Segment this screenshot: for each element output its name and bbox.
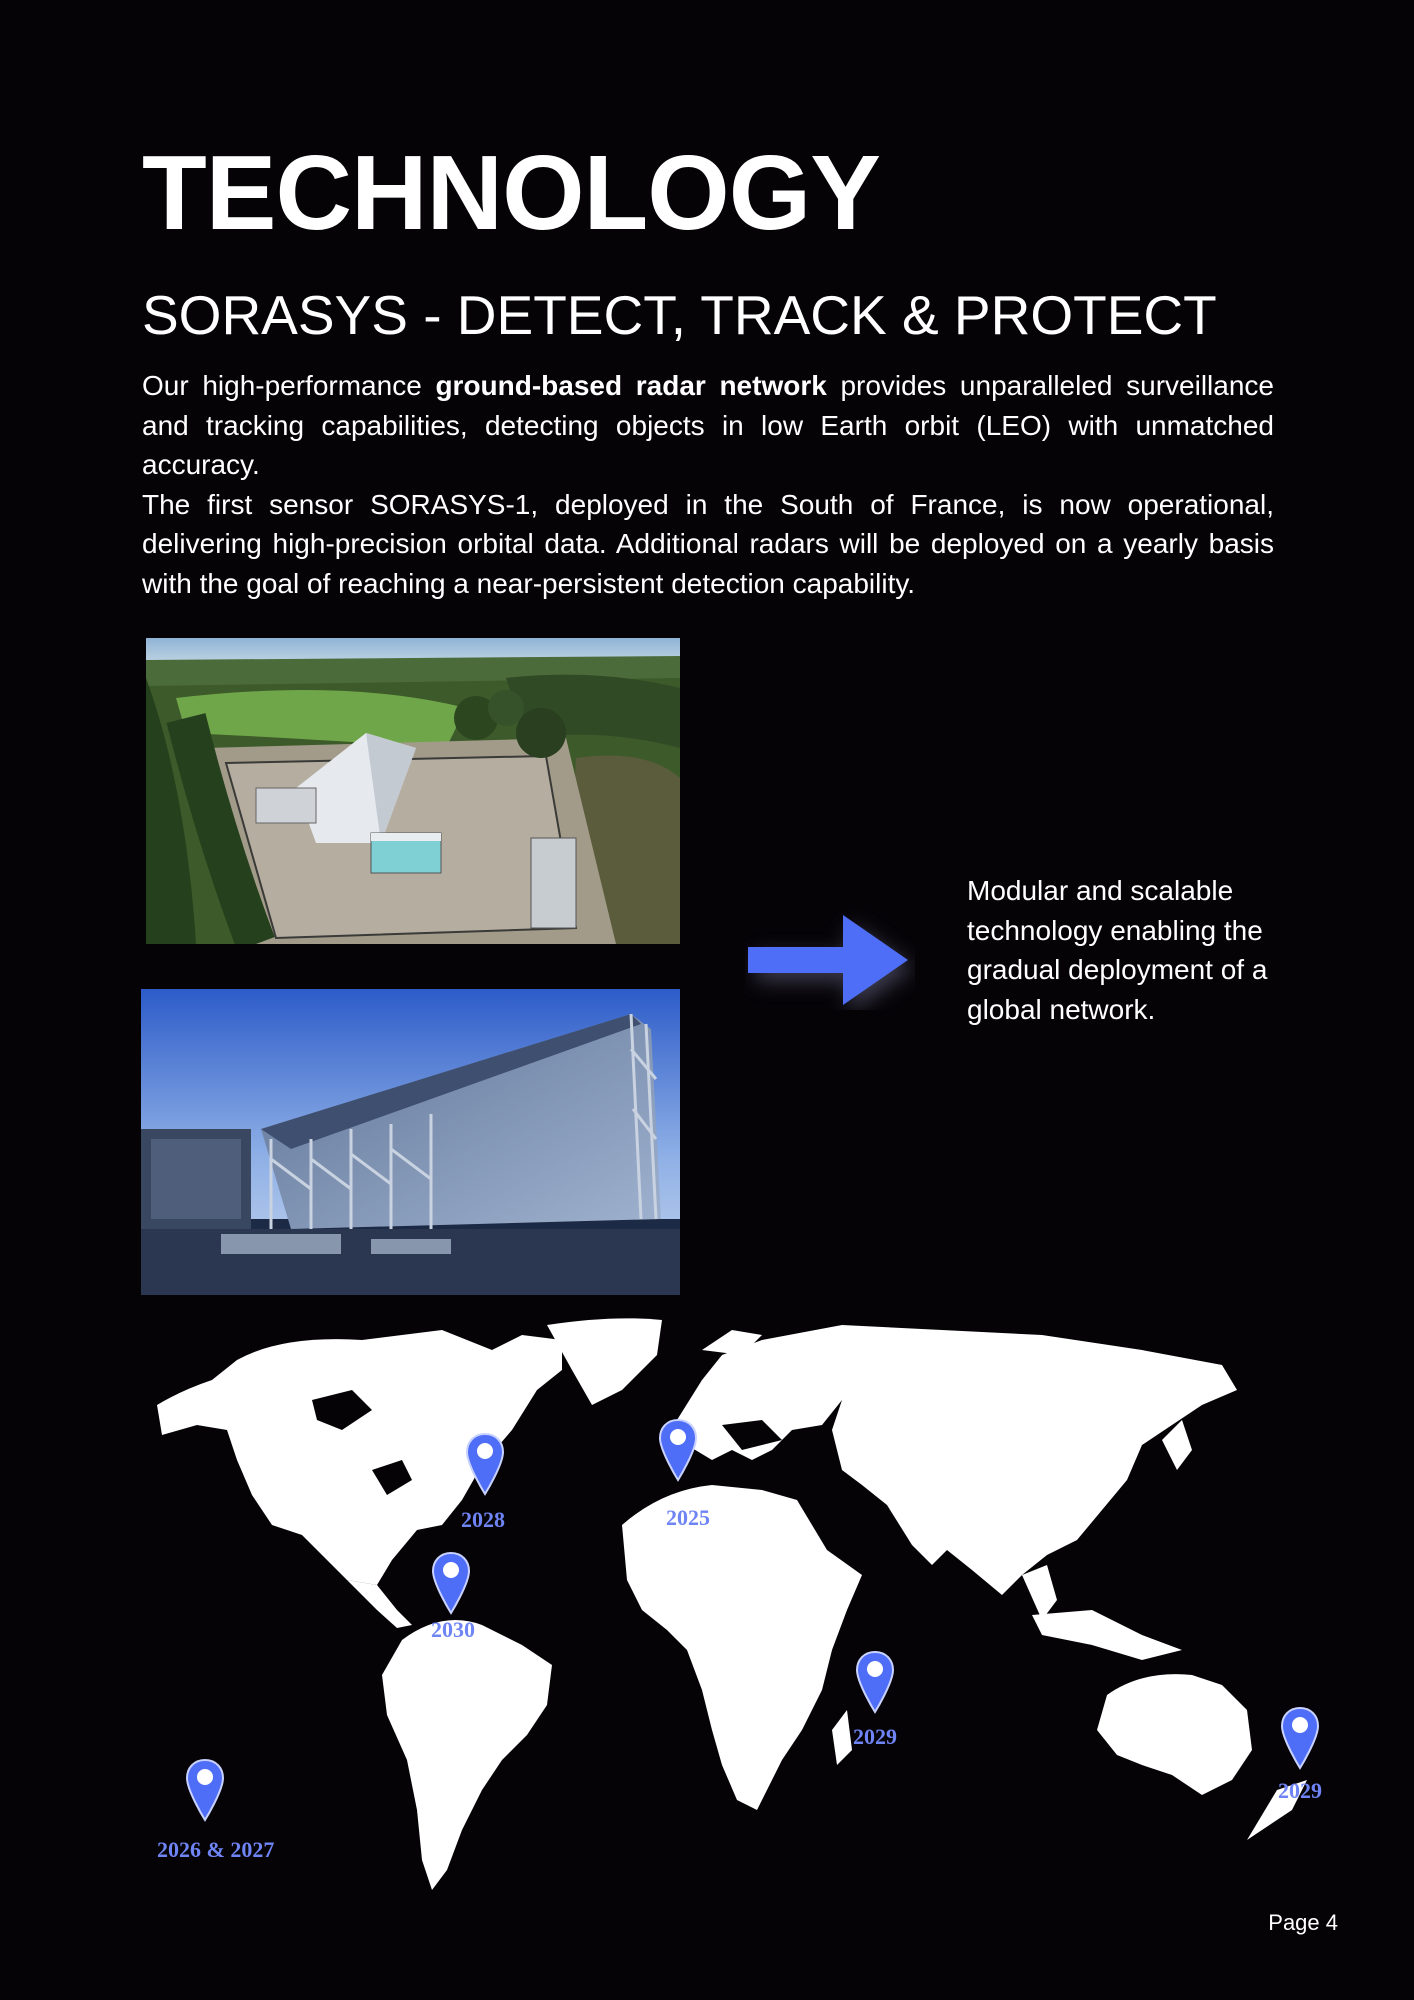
location-pin-icon bbox=[658, 1418, 698, 1482]
radar-building-photo bbox=[141, 989, 680, 1295]
radar-site-aerial-photo bbox=[146, 638, 680, 944]
page-title: TECHNOLOGY bbox=[142, 134, 880, 252]
intro-text bbox=[142, 366, 1274, 603]
world-map bbox=[142, 1310, 1342, 1910]
intro-paragraph-2: The first sensor SORASYS-1, deployed in the South of France, is now operational, delivering high-precision orbital data. Additional radars will be deployed on a yearly basis with the goal of reaching a near-persistent detection capability. bbox=[142, 488, 1274, 599]
location-pin-icon bbox=[431, 1551, 471, 1615]
map-pin-label: 2028 bbox=[461, 1507, 505, 1532]
map-pin-label: 2026 & 2027 bbox=[157, 1837, 275, 1862]
intro-paragraph-1: Our high-performance ground-based radar network provides unparalleled surveillance and tracking capabilities, detecting objects in low Earth orbit (LEO) with unmatched accuracy. bbox=[142, 370, 1274, 480]
arrow-right-icon bbox=[745, 910, 915, 1010]
location-pin-icon bbox=[465, 1432, 505, 1496]
location-pin-icon bbox=[855, 1650, 895, 1714]
location-pin-icon bbox=[1280, 1706, 1320, 1770]
intro-highlight: ground-based radar network bbox=[435, 370, 827, 401]
map-pin-label: 2029 bbox=[1278, 1778, 1322, 1803]
page-number: Page 4 bbox=[1268, 1910, 1338, 1935]
side-caption: Modular and scalable technology enabling the gradual deployment of a global network. bbox=[967, 875, 1268, 1025]
section-subtitle: SORASYS - DETECT, TRACK & PROTECT bbox=[142, 284, 1217, 346]
map-pin-label: 2030 bbox=[431, 1617, 475, 1642]
map-pin-label: 2025 bbox=[666, 1505, 710, 1530]
map-pin-label: 2029 bbox=[853, 1724, 897, 1749]
location-pin-icon bbox=[185, 1758, 225, 1822]
